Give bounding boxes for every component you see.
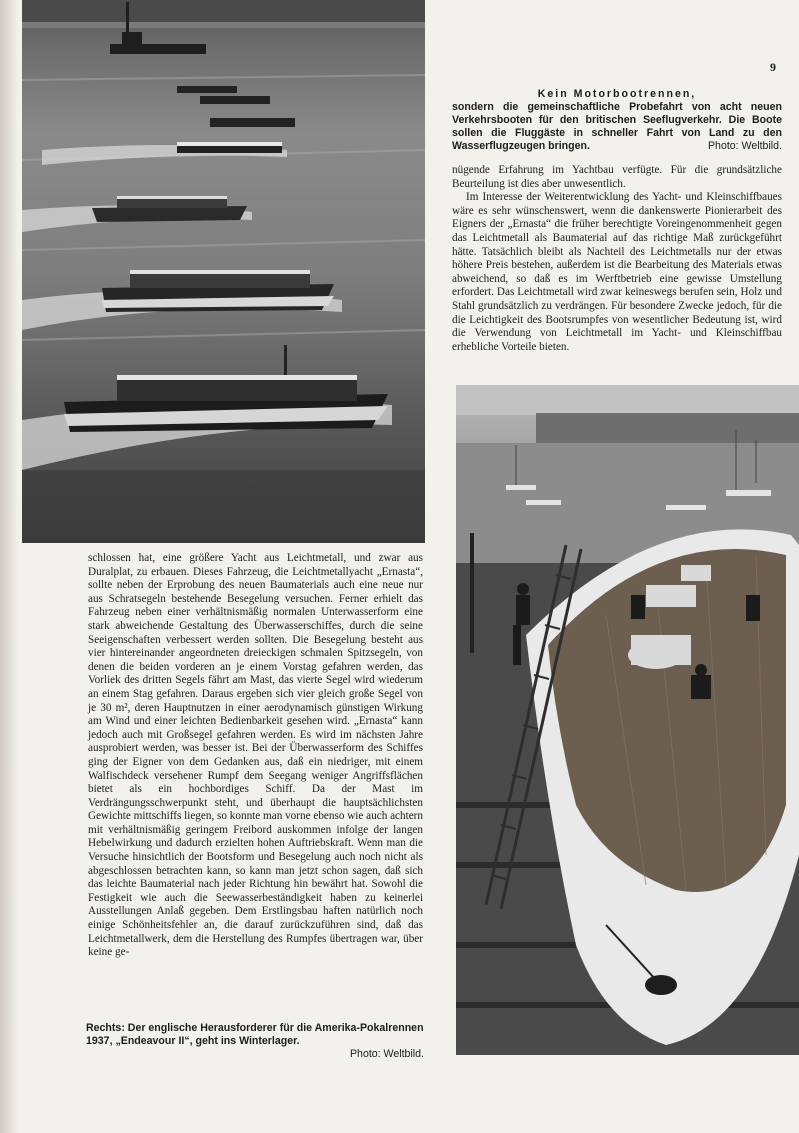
left-column-text: [88, 552, 423, 997]
motorboats-illustration: [22, 0, 425, 543]
photo-motorboats-formation: [22, 0, 425, 543]
photo-credit: Photo: Weltbild.: [707, 140, 782, 152]
caption-motorboats: [452, 88, 782, 153]
caption-text: sondern die gemeinschaftliche Probefahrt von acht neuen Verkehrsbooten für den britischen Seeflugverkehr. Die Boote sollen die Fluggäste in schneller Fahrt von Land zu den Wasserflugzeugen bringen.: [452, 101, 782, 152]
caption-endeavour: [86, 1022, 424, 1061]
page-gutter-shadow: [0, 0, 18, 1133]
paragraph: nügende Erfahrung im Yachtbau verfügte. Für die grundsätzliche Beurteilung ist dies aber unwesentlich.: [452, 164, 782, 190]
paragraph: schlossen hat, eine größere Yacht aus Leichtmetall, und zwar aus Duralplat, zu erbauen. Dieses Fahrzeug, die Leichtmetallyacht „Ernasta“, sollte neben der Erprobung des neuen Baumaterials auch eine neue nur aus Schratsegeln bestehende Besegelung versuchen. Ferner erhielt das Fahrzeug neben einer verhältnismäßig normalen Unterwasserform eine stark abweichende Gestaltung des Überwasserschiffes, durch die seine Seeigenschaften verbessert werden sollten. Die Besegelung besteht aus vier hintereinander angeordneten dreieckigen schmalen Spitzsegeln, von denen die beiden vorderen an je einem Vorstag gefahren werden, das Vorliek des dritten Segels fährt am Mast, das vierte Segel wird wiederum an einem Stag gefahren. Daraus ergeben sich vier gleich große Segel von je 30 m², deren Hauptnutzen in einer aerodynamisch günstigen Wirkung am Wind und einer leichten Bedienbarkeit gesehen wird. „Ernasta“ kann jedoch auch mit Großsegel gefahren werden. Es wird im nächsten Jahre ausprobiert werden, was besser ist. Bei der Überwasserform des Schiffes ging der Eigner von dem Gedanken aus, daß ein niedriger, mit einem Walfischdeck versehener Rumpf dem Seegang weniger Angriffsflächen bietet als ein hochbordiges Schiff. Da der Mast im Verdrängungsschwerpunkt steht, und überhaupt die hauptsächlichsten Gewichte mittschiffs liegen, so konnte man vorne ebenso wie auch achtern mit verhältnismäßig geringem Freibord auskommen infolge der langen Hebelwirkung und dadurch erzielten hohen Auftriebskraft. Wenn man die Versuche hinsichtlich der Bootsform und Besegelung auch noch nicht als abgeschlossen betrachten kann, so kann man jetzt schon sagen, daß sich das leichte Baumaterial nach jeder Richtung hin bewährt hat. Sowohl die Festigkeit wie auch die Seewasserbeständigkeit haben zu keinerlei Ausstellungen Anlaß gegeben. Dem Erstlingsbau haften natürlich noch einige Schönheitsfehler an, die darauf zurückzuführen sind, daß das Leichtmetallwerk, dem die Herstellung des Rumpfes übertragen war, über keine ge-: [88, 552, 424, 959]
page-number: 9: [770, 60, 776, 74]
photo-credit: Photo: Weltbild.: [349, 1048, 424, 1060]
yacht-illustration: [456, 385, 799, 1055]
right-column-text: [452, 164, 782, 364]
caption-heading: Kein Motorbootrennen,: [537, 88, 697, 100]
caption-text: Rechts: Der englische Herausforderer für die Amerika-Pokalrennen 1937, „Endeavour II“, geht ins Winterlager.: [86, 1022, 424, 1047]
photo-yacht-endeavour-winter-storage: [456, 385, 799, 1055]
paragraph: Im Interesse der Weiterentwicklung des Yacht- und Kleinschiffbaues wäre es sehr wünschenswert, wenn die dankenswerte Pionierarbeit des Eigners der „Ernasta“ die früher berechtigte Voreingenommenheit gegen das Leichtmetall als Baumaterial auf das richtige Maß zurückgeführt hätte. Tatsächlich bleibt als Nachteil des Leichtmetalls nur der etwas höhere Preis bestehen, außerdem ist die Bearbeitung des Materials etwas abweichend, so daß es im Werftbetrieb eine gewisse Umstellung erfordert. Das Leichtmetall wird zwar keineswegs berufen sein, Holz und Stahl grundsätzlich zu verdrängen. Für besondere Zwecke jedoch, für die die Leichtigkeit des Bootsrumpfes von wesentlicher Bedeutung ist, wird die Verwendung von Leichtmetall im Yacht- und Kleinschiffbau erhebliche Vorteile bieten.: [452, 191, 782, 353]
